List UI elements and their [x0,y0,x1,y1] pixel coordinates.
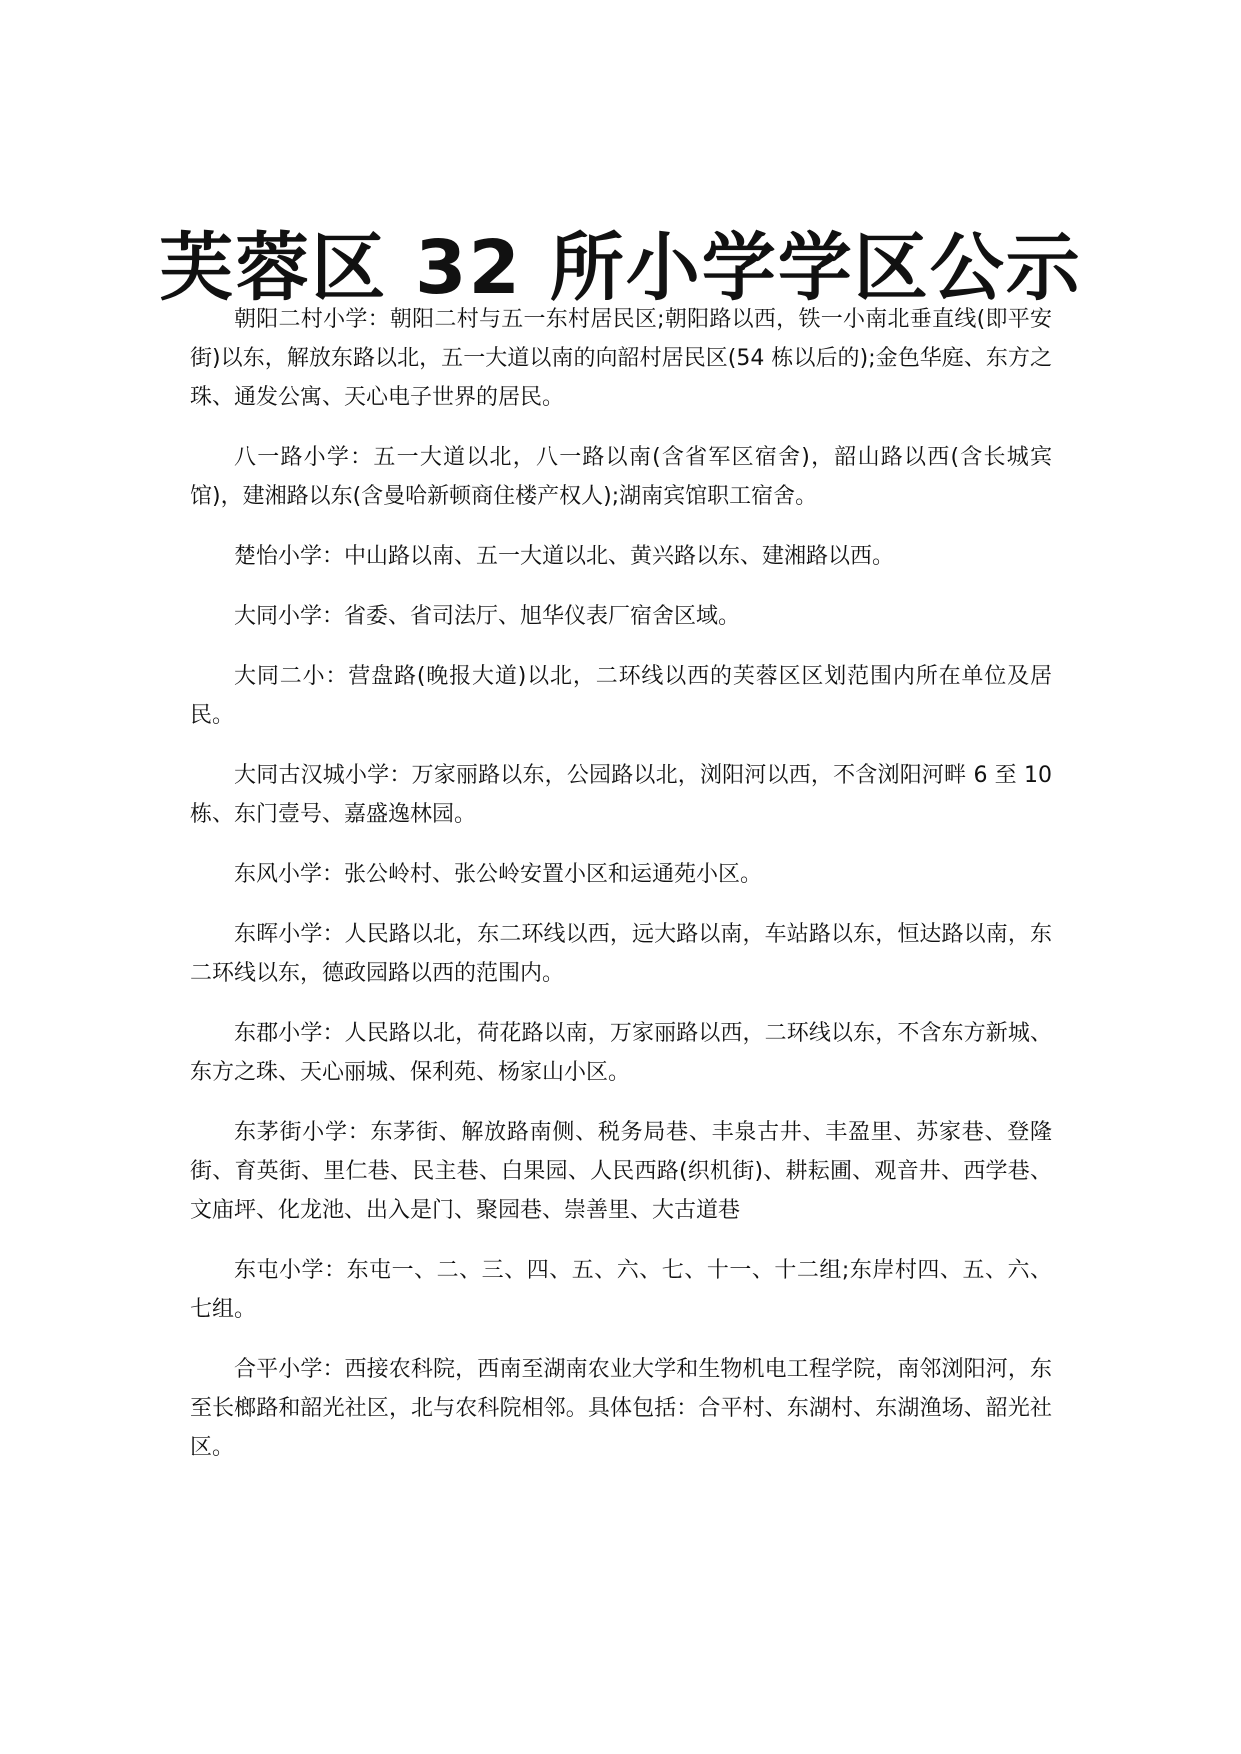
document-body [190,300,1052,1488]
paragraph-donghui: 东晖小学：人民路以北，东二环线以西，远大路以南，车站路以东，恒达路以南，东二环线以东，德政园路以西的范围内。 [190,922,1052,986]
paragraph-datong-guhancheng: 大同古汉城小学：万家丽路以东，公园路以北，浏阳河以西，不含浏阳河畔 6 至 10 栋、东门壹号、嘉盛逸林园。 [190,763,1052,827]
document-title: 芙蓉区 32 所小学学区公示 [159,224,1082,311]
paragraph-dongfeng: 东风小学：张公岭村、张公岭安置小区和运通苑小区。 [234,862,763,887]
paragraph-dongmaojie: 东茅街小学：东茅街、解放路南侧、税务局巷、丰泉古井、丰盈里、苏家巷、登隆街、育英街、里仁巷、民主巷、白果园、人民西路(织机街)、耕耘圃、观音井、西学巷、文庙坪、化龙池、出入是门、聚园巷、崇善里、大古道巷 [190,1120,1052,1223]
paragraph-chaoyang-ercun: 朝阳二村小学：朝阳二村与五一东村居民区;朝阳路以西，铁一小南北垂直线(即平安街)以东，解放东路以北，五一大道以南的向韶村居民区(54 栋以后的);金色华庭、东方之珠、通发公寓、天心电子世界的居民。 [190,307,1052,410]
paragraph-chuyi: 楚怡小学：中山路以南、五一大道以北、黄兴路以东、建湘路以西。 [234,544,895,569]
paragraph-datong: 大同小学：省委、省司法厅、旭华仪表厂宿舍区域。 [234,604,741,629]
paragraph-heping: 合平小学：西接农科院，西南至湖南农业大学和生物机电工程学院，南邻浏阳河，东至长榔路和韶光社区，北与农科院相邻。具体包括：合平村、东湖村、东湖渔场、韶光社区。 [190,1357,1052,1460]
paragraph-dongjun: 东郡小学：人民路以北，荷花路以南，万家丽路以西，二环线以东，不含东方新城、东方之珠、天心丽城、保利苑、杨家山小区。 [190,1021,1052,1085]
paragraph-dongtun: 东屯小学：东屯一、二、三、四、五、六、七、十一、十二组;东岸村四、五、六、七组。 [190,1258,1052,1322]
paragraph-datong-erxiao: 大同二小：营盘路(晚报大道)以北，二环线以西的芙蓉区区划范围内所在单位及居民。 [190,664,1052,728]
paragraph-bayilu: 八一路小学：五一大道以北，八一路以南(含省军区宿舍)，韶山路以西(含长城宾馆)，建湘路以东(含曼哈新顿商住楼产权人);湖南宾馆职工宿舍。 [190,445,1052,509]
